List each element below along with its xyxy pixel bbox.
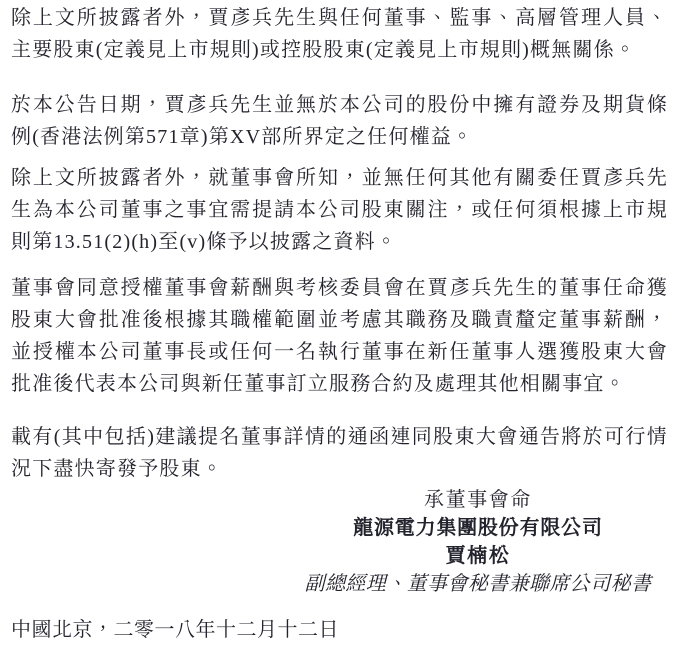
signature-company-name: 龍源電力集團股份有限公司 — [353, 517, 603, 539]
dateline: 中國北京，二零一八年十二月十二日 — [11, 619, 339, 641]
paragraph-no-other-disclosure: 除上文所披露者外，就董事會所知，並無任何其他有關委任賈彥兵先生為本公司董事之事宜需提請本公司股東關注，或任何須根據上市規則第13.51(2)(h)至(v)條予以披露之資料。 — [11, 167, 668, 253]
signature-block — [278, 486, 675, 598]
paragraph-remuneration-authorization: 董事會同意授權董事會薪酬與考核委員會在賈彥兵先生的董事任命獲股東大會批准後根據其職權範圍並考慮其職務及職責釐定董事薪酬，並授權本公司董事長或任何一名執行董事在新任董事人選獲股東大會批准後代表本公司與新任董事訂立服務合約及處理其他相關事宜。 — [11, 277, 668, 395]
paragraph-no-relationship: 除上文所披露者外，賈彥兵先生與任何董事、監事、高層管理人員、主要股東(定義見上市規則)或控股股東(定義見上市規則)概無關係。 — [11, 7, 668, 61]
signature-signer-name: 賈楠松 — [445, 545, 511, 567]
signature-by-order-line: 承董事會命 — [424, 489, 532, 511]
paragraph-no-share-interests: 於本公告日期，賈彥兵先生並無於本公司的股份中擁有證券及期貨條例(香港法例第571章)第XV部所界定之任何權益。 — [11, 94, 668, 148]
signature-signer-title: 副總經理、董事會秘書兼聯席公司秘書 — [304, 573, 652, 595]
paragraph-circular-dispatch: 載有(其中包括)建議提名董事詳情的通函連同股東大會通告將於可行情況下盡快寄發予股東。 — [11, 426, 668, 480]
